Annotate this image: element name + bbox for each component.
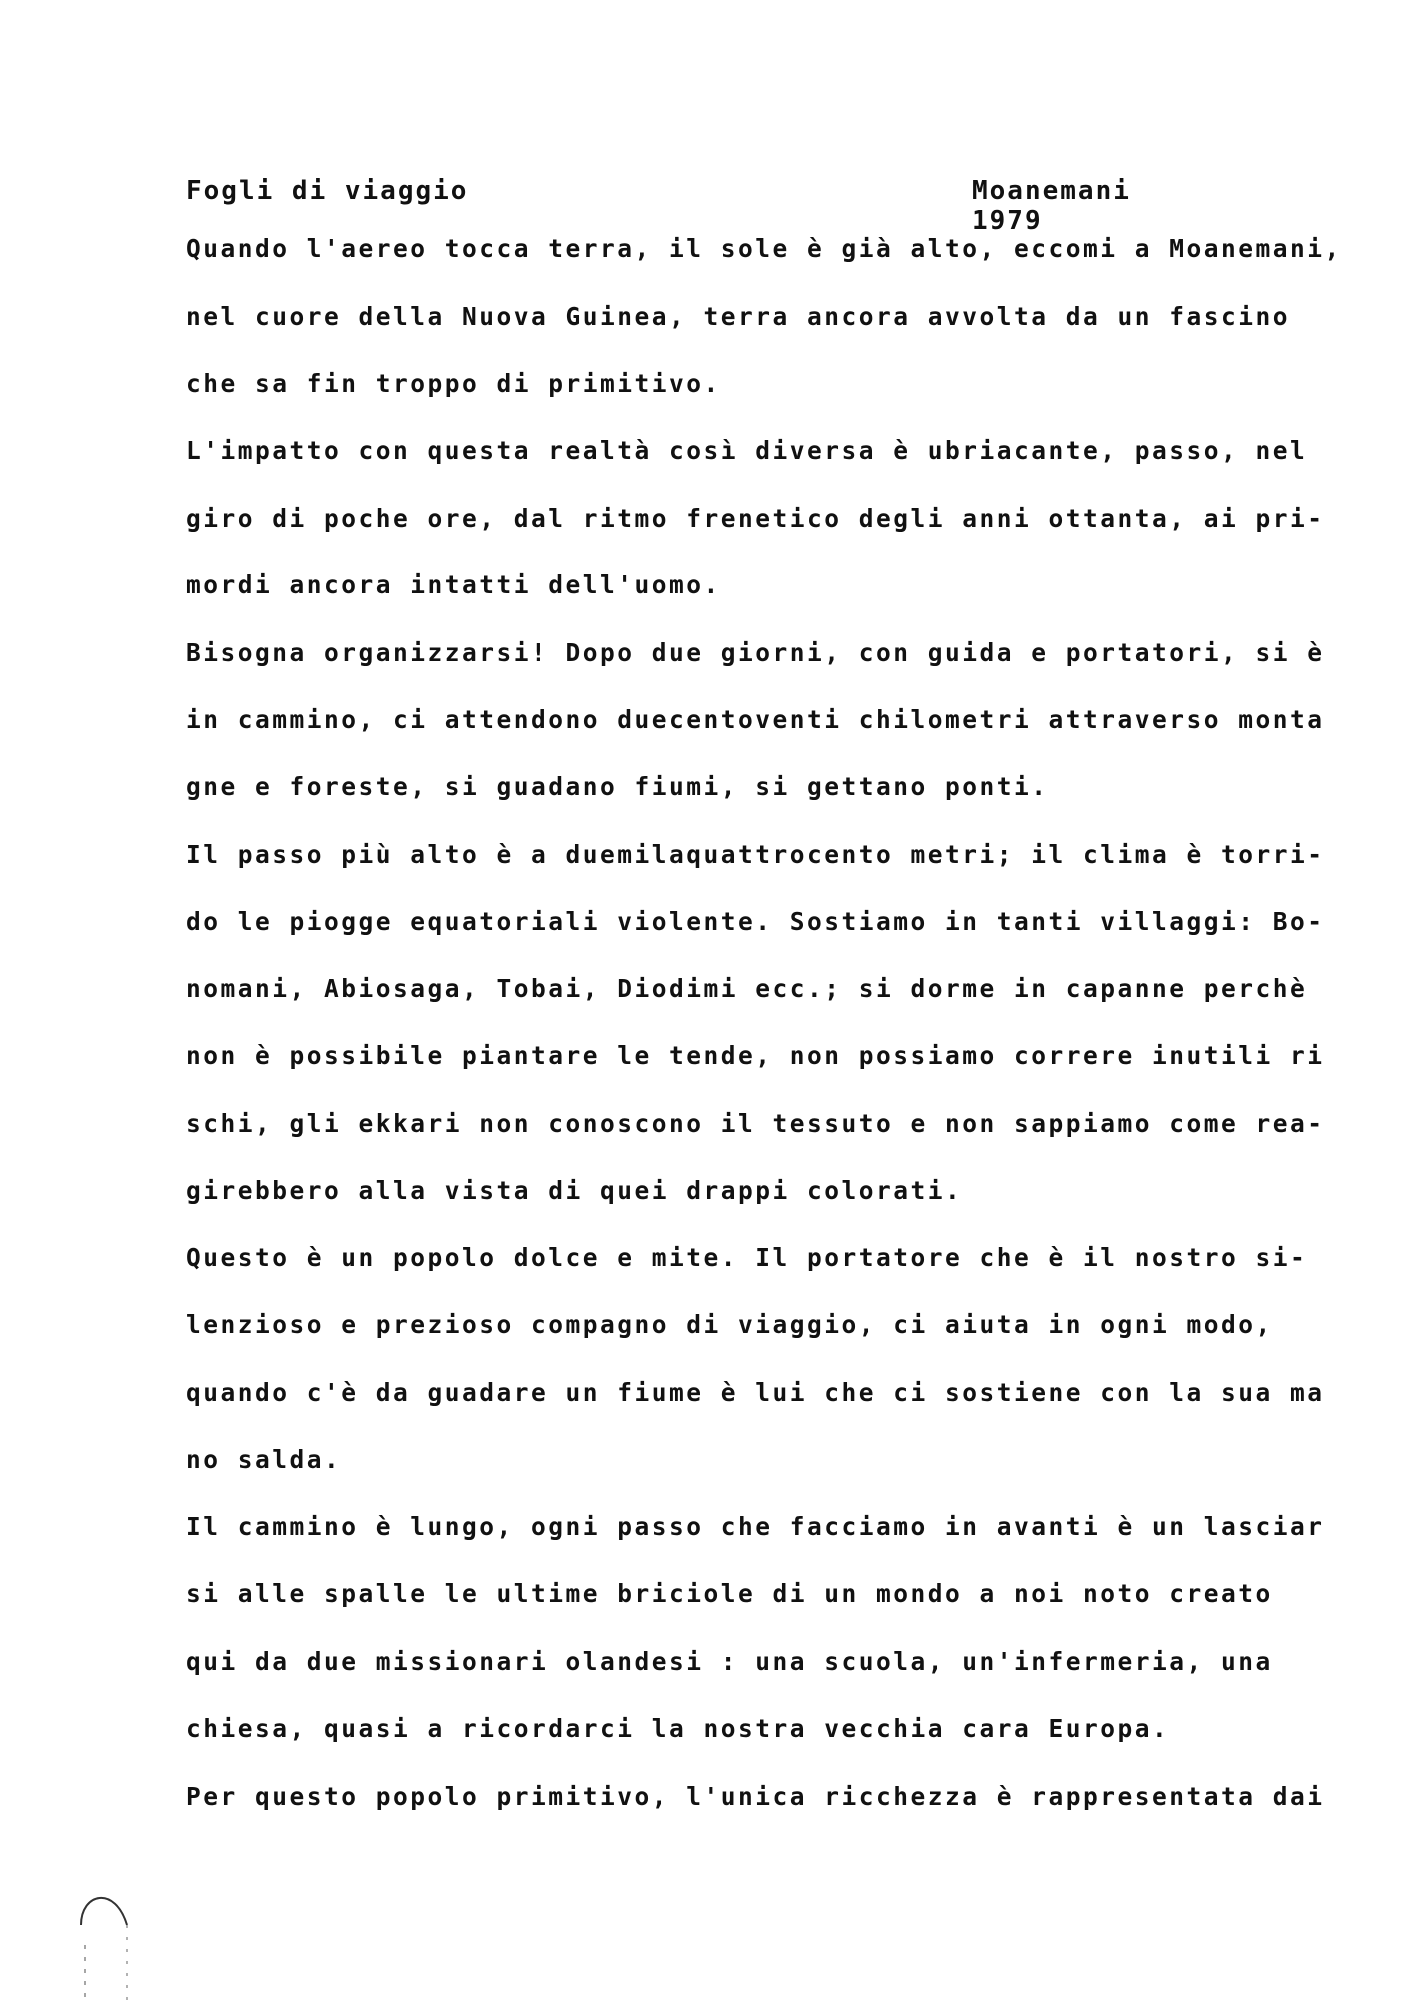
place-date: Moanemani 1979: [972, 176, 1131, 236]
text-line-18: quando c'è da guadare un fiume è lui che ci sostiene con la sua ma: [186, 1378, 1325, 1407]
text-line-23: chiesa, quasi a ricordarci la nostra vecchia cara Europa.: [186, 1714, 1170, 1743]
text-line-24: Per questo popolo primitivo, l'unica ricchezza è rappresentata dai: [186, 1782, 1325, 1811]
page-header: [186, 176, 1216, 236]
text-line-10: Il passo più alto è a duemilaquattrocento metri; il clima è torri-: [186, 840, 1325, 869]
text-line-12: nomani, Abiosaga, Tobai, Diodimi ecc.; si dorme in capanne perchè: [186, 974, 1308, 1003]
text-line-9: gne e foreste, si guadano fiumi, si gettano ponti.: [186, 772, 1049, 801]
text-line-5: giro di poche ore, dal ritmo frenetico degli anni ottanta, ai pri-: [186, 504, 1325, 533]
text-line-4: L'impatto con questa realtà così diversa è ubriacante, passo, nel: [186, 436, 1308, 465]
text-line-22: qui da due missionari olandesi : una scuola, un'infermeria, una: [186, 1647, 1273, 1676]
text-line-13: non è possibile piantare le tende, non possiamo correre inutili ri: [186, 1041, 1325, 1070]
text-line-20: Il cammino è lungo, ogni passo che facciamo in avanti è un lasciar: [186, 1512, 1325, 1541]
text-line-11: do le piogge equatoriali violente. Sostiamo in tanti villaggi: Bo-: [186, 907, 1325, 936]
document-title: Fogli di viaggio: [186, 176, 469, 206]
paper-clip-mark: [75, 1885, 135, 2000]
text-line-16: Questo è un popolo dolce e mite. Il portatore che è il nostro si-: [186, 1243, 1308, 1272]
text-line-3: che sa fin troppo di primitivo.: [186, 369, 721, 398]
text-line-14: schi, gli ekkari non conoscono il tessuto e non sappiamo come rea-: [186, 1109, 1325, 1138]
text-line-17: lenzioso e prezioso compagno di viaggio, ci aiuta in ogni modo,: [186, 1310, 1273, 1339]
text-line-15: girebbero alla vista di quei drappi colorati.: [186, 1176, 963, 1205]
text-line-8: in cammino, ci attendono duecentoventi chilometri attraverso monta: [186, 705, 1325, 734]
text-line-7: Bisogna organizzarsi! Dopo due giorni, con guida e portatori, si è: [186, 638, 1325, 667]
text-line-21: si alle spalle le ultime briciole di un mondo a noi noto creato: [186, 1579, 1273, 1608]
text-line-19: no salda.: [186, 1445, 342, 1474]
text-line-1: Quando l'aereo tocca terra, il sole è già alto, eccomi a Moanemani,: [186, 234, 1342, 263]
text-line-2: nel cuore della Nuova Guinea, terra ancora avvolta da un fascino: [186, 302, 1291, 331]
text-line-6: mordi ancora intatti dell'uomo.: [186, 570, 721, 599]
